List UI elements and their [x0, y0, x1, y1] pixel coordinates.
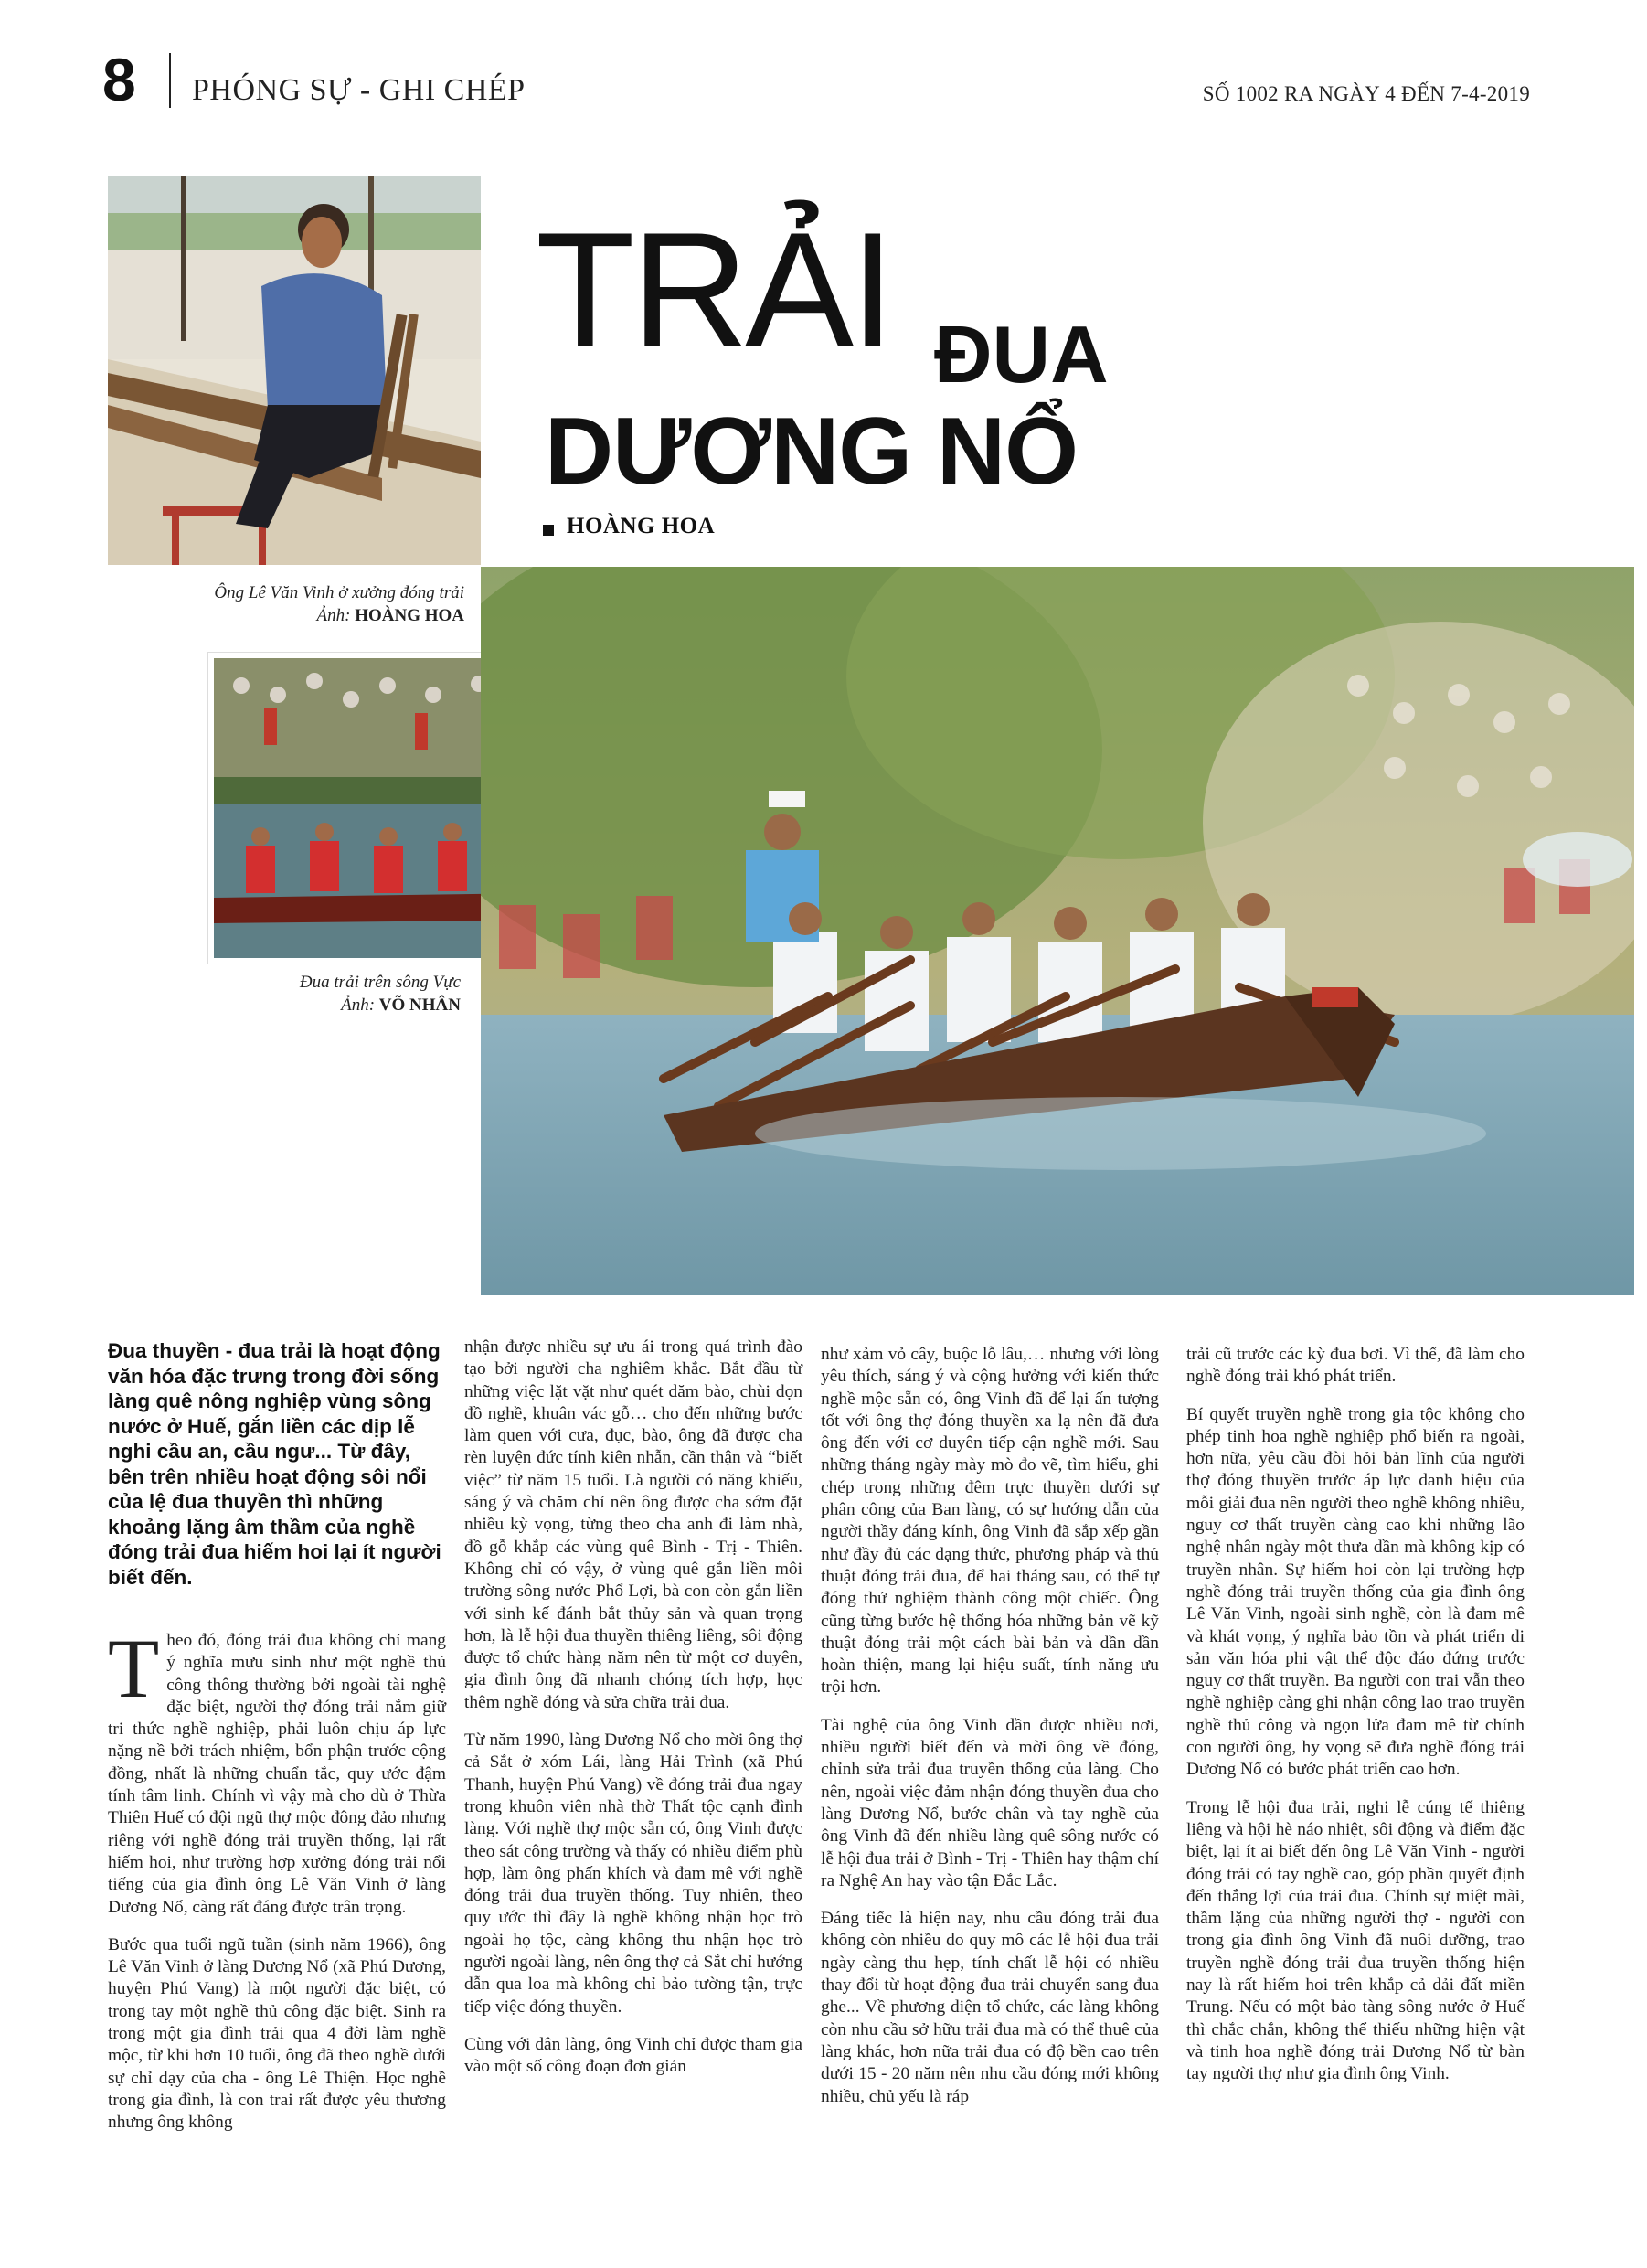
author-byline: HOÀNG HOA	[567, 514, 716, 538]
article-paragraph: Tài nghệ của ông Vinh dần được nhiều nơi, nhiều người biết đến và mời ông về đóng, chỉnh sửa trải đua truyền thống của làng. Cho nên, ngoài việc đảm nhận đóng thuyền đua cho làng Dương Nổ, bước chân và tay nghề của ông Vinh đã đến nhiều làng quê sông nước có lễ hội đua trải ở Bình - Trị - Thiên hay thậm chí ra Nghệ An hay vào tận Đắc Lắc.	[821, 1715, 1159, 1890]
article-paragraph: trải cũ trước các kỳ đua bơi. Vì thế, đã làm cho nghề đóng trải khó phát triển.	[1186, 1345, 1525, 1387]
credit-name: VÕ NHÂN	[378, 996, 461, 1015]
article-column-2	[464, 1336, 802, 2094]
article-paragraph: Từ năm 1990, làng Dương Nổ cho mời ông thợ cả Sắt ở xóm Lái, làng Hải Trình (xã Phú Thanh, huyện Phú Vang) về đóng trải đua ngay trong khuôn viên nhà thờ Thất tộc cạnh đình làng. Với nghề thợ mộc sẵn có, ông Vinh được theo sát công trường và thấy có nhiều điểm phù hợp, làm ông phấn khích và đam mê với nghề đóng trải đua truyền thống. Tuy nhiên, theo quy ước thì đây là nghề không nhận học trò ngoài họ tộc, càng không thu nhận học trò người ngoài làng, nên ông thợ cả Sắt chỉ hướng dẫn qua loa mà không chỉ bảo tường tận, trực tiếp việc đóng thuyền.	[464, 1730, 802, 2017]
article-lead: Đua thuyền - đua trải là hoạt động văn hóa đặc trưng trong đời sống làng quê nông nghiệp vùng sông nước ở Huế, gắn liền các dịp lễ nghi cầu an, cầu ngư... Từ đây, bên trên nhiều hoạt động sôi nổi của lệ đua thuyền thì những khoảng lặng âm thầm của nghề đóng trải đua hiếm hoi lại ít người biết đến.	[108, 1339, 441, 1589]
header-divider	[169, 53, 171, 108]
title-second-line: DƯƠNG NỔ	[545, 399, 1078, 505]
race-caption-credit	[201, 994, 461, 1017]
issue-info: SỐ 1002 RA NGÀY 4 ĐẾN 7-4-2019	[1202, 82, 1530, 105]
paragraph-text: heo đó, đóng trải đua không chỉ mang ý nghĩa mưu sinh như một nghề thủ công thông thường bởi ngoài tài nghệ đặc biệt, người thợ đóng trải nắm giữ tri thức nghề nghiệp, phải luôn chịu áp lực nặng nề bởi trách nhiệm, bổn phận trước cộng đồng, nhất là những chuẩn tắc, quy ước đậm tính tâm linh. Chính vì vậy mà cho dù ở Thừa Thiên Huế có đội ngũ thợ mộc đông đảo nhưng riêng với nghề đóng trải truyền thống, lại rất hiếm hoi, như trường hợp xưởng đóng trải nổi tiếng của gia đình ông Lê Văn Vinh ở làng Dương Nổ, càng rất đáng được trân trọng.	[108, 1631, 446, 1917]
article-paragraph	[108, 1622, 446, 1919]
title-accent: ĐUA	[934, 309, 1109, 399]
race-caption	[201, 971, 461, 1017]
craftsman-caption-text: Ông Lê Văn Vinh ở xưởng đóng trải	[214, 583, 464, 602]
craftsman-caption	[110, 581, 464, 627]
boat-race-main-photo	[481, 567, 1634, 1295]
article-column-4	[1186, 1344, 1525, 2102]
article-paragraph: Bước qua tuổi ngũ tuần (sinh năm 1966), ông Lê Văn Vinh ở làng Dương Nổ (xã Phú Dương, huyện Phú Vang) là một người đặc biệt, có trong tay một nghề thủ công đặc biệt. Sinh ra trong một gia đình trải qua 4 đời làm nghề mộc, từ khi hơn 10 tuổi, ông đã theo nghề dưới sự chỉ dạy của cha - ông Lê Thiện. Học nghề trong gia đình, là con trai rất được yêu thương nhưng ông không	[108, 1934, 446, 2133]
article-paragraph: Đáng tiếc là hiện nay, nhu cầu đóng trải đua không còn nhiều do quy mô các lễ hội đua trải ngày càng thu hẹp, tính chất lễ hội có nhiều thay đổi từ hoạt động đua trải chuyển sang đua ghe... Về phương diện tổ chức, các làng không còn nhu cầu sở hữu trải đua mà có thể thuê của làng khác, hơn nữa trải đua có độ bền cao trên dưới 15 - 20 năm nên nhu cầu đóng mới không nhiều, chủ yếu là ráp	[821, 1909, 1159, 2106]
article-column-3	[821, 1344, 1159, 2124]
byline-bullet	[543, 525, 554, 536]
article-paragraph: nhận được nhiều sự ưu ái trong quá trình đào tạo bởi người cha nghiêm khắc. Bắt đầu từ những việc lặt vặt như quét dăm bào, chùi dọn đồ nghề, khuân vác gỗ… cho đến những bước làm quen với cưa, đục, bào, ông đã được cha rèn luyện đức tính kiên nhẫn, cần thận và “biết việc” từ năm 15 tuổi. Là người có năng khiếu, sáng ý và chăm chỉ nên ông được cha sớm đặt nhiều kỳ vọng, từng theo cha anh đi làm nhà, đồ gỗ khắp các vùng quê Bình - Trị - Thiên. Không chỉ có vậy, ở vùng quê gắn liền môi trường sông nước Phổ Lợi, bà con còn gắn liền với sinh kế đánh bắt thủy sản và quan trọng hơn, là lễ hội đua thuyền thiêng liêng, sôi động được tổ chức hàng năm nên từ một cơ duyên, gia đình ông đã nhanh chóng tích hợp, học thêm nghề đóng và sửa chữa trải đua.	[464, 1337, 802, 1712]
craftsman-caption-credit	[110, 604, 464, 627]
craftsman-photo	[108, 176, 481, 565]
article-paragraph: Trong lễ hội đua trải, nghi lễ cúng tế thiêng liêng và hội hè náo nhiệt, sôi động và điểm đặc biệt, lại ít ai biết đến ông Lê Văn Vinh - người đóng trải có tay nghề cao, góp phần quyết định đến thắng lợi của trải đua. Chính sự miệt mài, thầm lặng của những người thợ - người con trong gia đình ông Vinh đã nuôi dưỡng, trao truyền nghề đóng trải đua truyền thống hiện nay là rất hiếm hoi trên khắp cả dải đất miền Trung. Nếu có một bảo tàng sông nước ở Huế thì chắc chắn, không thể thiếu những hiện vật và tinh hoa nghề đóng trải Dương Nổ từ bàn tay người thợ như gia đình ông Vinh.	[1186, 1797, 1525, 2084]
article-column-1	[108, 1338, 446, 2150]
credit-label: Ảnh:	[341, 996, 376, 1015]
section-title: PHÓNG SỰ - GHI CHÉP	[192, 73, 526, 107]
title-main: TRẢI	[536, 198, 892, 380]
article-paragraph: như xảm vỏ cây, buộc lỗ lâu,… nhưng với lòng yêu thích, sáng ý và cộng hưởng với kiến thức nghề mộc sẵn có, ông Vinh đã để lại ấn tượng tốt với ông thợ đóng thuyền xa lạ nên đã đưa ông đến với cơ duyên tiếp cận nghề mới. Sau những tháng ngày mày mò đo vẽ, tìm hiểu, ghi chép trong những đêm trực thuyền dưới sự phân công của Ban làng, có sự hướng dẫn của người thầy đáng kính, ông Vinh đã sắp xếp gần như đầy đủ các dạng thức, phương pháp và thủ thuật đóng trải đua, để hai tháng sau, có thể tự đóng thử nghiệm thành công một chiếc. Ông cũng từng bước hệ thống hóa những bản vẽ kỹ thuật đóng trải một cách bài bản và dần dần hoàn thiện, mang lại hiệu suất, tính năng ưu trội hơn.	[821, 1345, 1159, 1698]
credit-name: HOÀNG HOA	[355, 606, 464, 625]
article-paragraph: Cùng với dân làng, ông Vinh chỉ được tham gia vào một số công đoạn đơn giản	[464, 2034, 802, 2077]
page-number: 8	[102, 46, 136, 113]
drop-cap: T	[108, 1622, 160, 1715]
article-paragraph: Bí quyết truyền nghề trong gia tộc không cho phép tinh hoa nghề nghiệp phổ biến ra ngoài, hơn nữa, yêu cầu đòi hỏi bản lĩnh của người thợ đóng thuyền trước áp lực danh hiệu của mỗi giải đua nên người theo nghề không nhiều, nguy cơ thất truyền càng cao khi những lão nghệ nhân ngày một thưa dần mà không kịp có truyền nhân. Sự hiếm hoi còn lại trường hợp nghề đóng trải truyền thống của gia đình ông Lê Văn Vinh, ngoài sinh nghề, còn là đam mê và khát vọng, ý nghĩa bảo tồn và phát triển di sản văn hóa phi vật thể độc đáo đứng trước nguy cơ thất truyền. Ba người con trai vẫn theo nghề nghiệp càng ghi nhận công lao trao truyền nghề thủ công và ngọn lửa đam mê từ chính con người ông, hy vọng sẽ đưa nghề đóng trải Dương Nổ có bước phát triển cao hơn.	[1186, 1404, 1525, 1780]
race-caption-text: Đua trải trên sông Vực	[299, 973, 461, 992]
credit-label: Ảnh:	[316, 606, 351, 625]
